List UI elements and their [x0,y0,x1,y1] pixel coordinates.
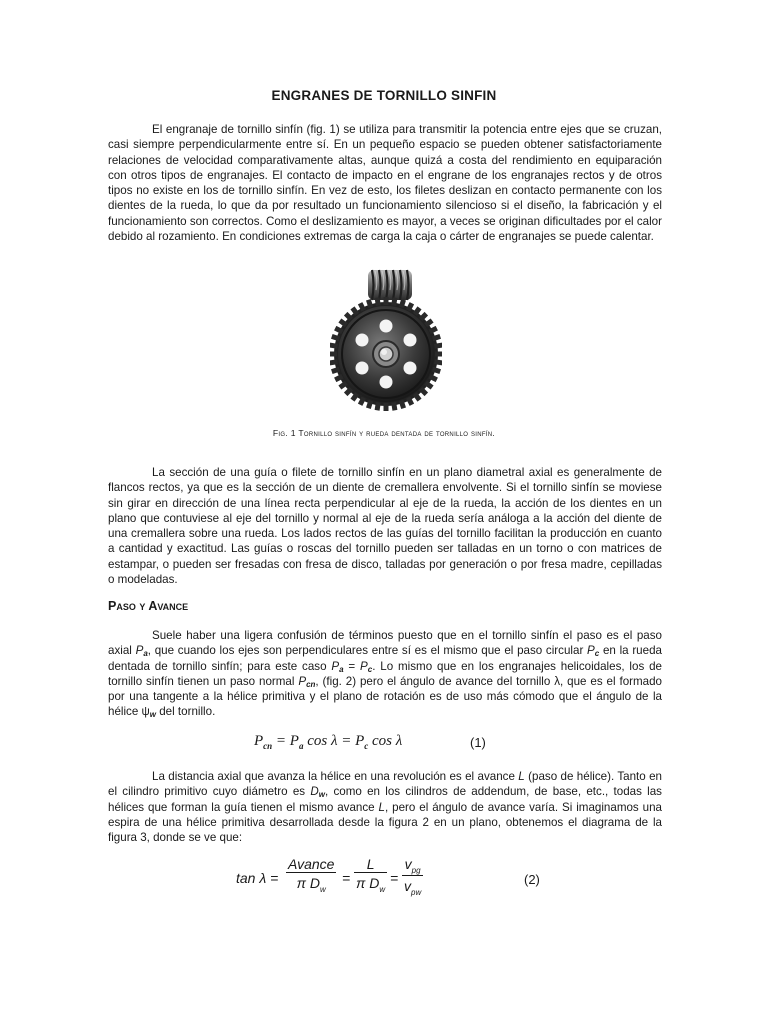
fraction-velocity: $v_{pg}$ $v_{pw}$ [404,856,422,897]
fraction-avance: Avance π $D_w$ [288,856,335,894]
body-paragraph-4: La distancia axial que avanza la hélice en una revolución es el avance L (paso de hélice). Tanto en el cilindro primitivo cuyo diámetro es $D_w$, como en los cilindros de addendum, de base, etc., todas las hélices que forman la guía tienen el mismo avance L, pero el ángulo de avance varía. Si imaginamos una espira de una hélice primitiva desarrollada desde la figura 2 en un plano, obtenemos el diagrama de la figura 3, donde se ve que: [108,770,662,845]
equation-2-number: (2) [524,872,540,887]
fraction-l: $\frac{L}{\pi D_w}$ [356,856,386,894]
figure-caption: Fig. 1 Tornillo sinfín y rueda dentada de tornillo sinfín. [272,428,496,438]
section-heading: Paso y Avance [108,599,189,613]
equation-2-lhs: tan λ = [236,870,279,886]
page-title: ENGRANES DE TORNILLO SINFIN [271,88,497,103]
equation-1-number: (1) [470,735,486,750]
worm-gear-photo-icon [330,264,442,416]
equation-2: tan λ = Avance π $D_w$ = $\frac{L}{\pi D_w}$ = $v_{pg}$ $v_{pw}$ [236,856,422,897]
body-paragraph-3: Suele haber una ligera confusión de términos puesto que en el tornillo sinfín el paso es el paso axial $P_a$, que cuando los ejes son perpendiculares entre sí es el mismo que el paso circular $P_c$ en la rueda dentada de tornillo sinfín; para este caso $P_a = P_c$. Lo mismo que en los engranajes helicoidales, los de tornillo sinfín tienen un paso normal $P_{cn}$, (fig. 2) pero el ángulo de avance del tornillo λ, que es el formado por una tangente a la hélice primitiva y el plano de rotación es de uso más cómodo que el ángulo de la hélice $\psi_w$ del tornillo. [108,629,662,720]
intro-paragraph: El engranaje de tornillo sinfín (fig. 1) se utiliza para transmitir la potencia entre ejes que se cruzan, casi siempre perpendicularmente entre sí. En un pequeño espacio se pueden obtener satisfactoriamente relaciones de velocidad comparativamente altas, aunque quizá a costa del rendimiento en equiparación con otros tipos de engranajes. El contacto de impacto en el engrane de los engranajes rectos y de otros tipos no existe en los de tornillo sinfín. En vez de esto, los filetes deslizan en contacto permanente con los dientes de la rueda, lo que da por resultado un funcionamiento silencioso si el diseño, la fabricación y el funcionamiento son correctos. Como el deslizamiento es mayor, a veces se originan dificultades por el calor debido al rozamiento. En condiciones extremas de carga la caja o cárter de engranajes se puede calentar. [108,123,662,244]
body-paragraph-2: La sección de una guía o filete de tornillo sinfín en un plano diametral axial es generalmente de flancos rectos, ya que es la sección de un diente de cremallera envolvente. Si el tornillo sinfín se moviese sin girar en dirección de una línea recta perpendicular al eje de la rueda, la acción de los dientes en un plano que contuviese al eje del tornillo y normal al eje de la rueda sería análoga a la acción del diente de una cremallera sobre una rueda. Los lados rectos de las guías del tornillo facilitan la producción en cuanto a cantidad y exactitud. Las guías o roscas del tornillo pueden ser talladas en un torno o con matrices de estampar, o pueden ser fresadas con fresa de disco, talladas por generación o por fresa madre, cepilladas o modeladas. [108,466,662,587]
equation-1: $P_{cn} = P_a$ $\cos \lambda = P_c$ cos λ [254,733,403,751]
